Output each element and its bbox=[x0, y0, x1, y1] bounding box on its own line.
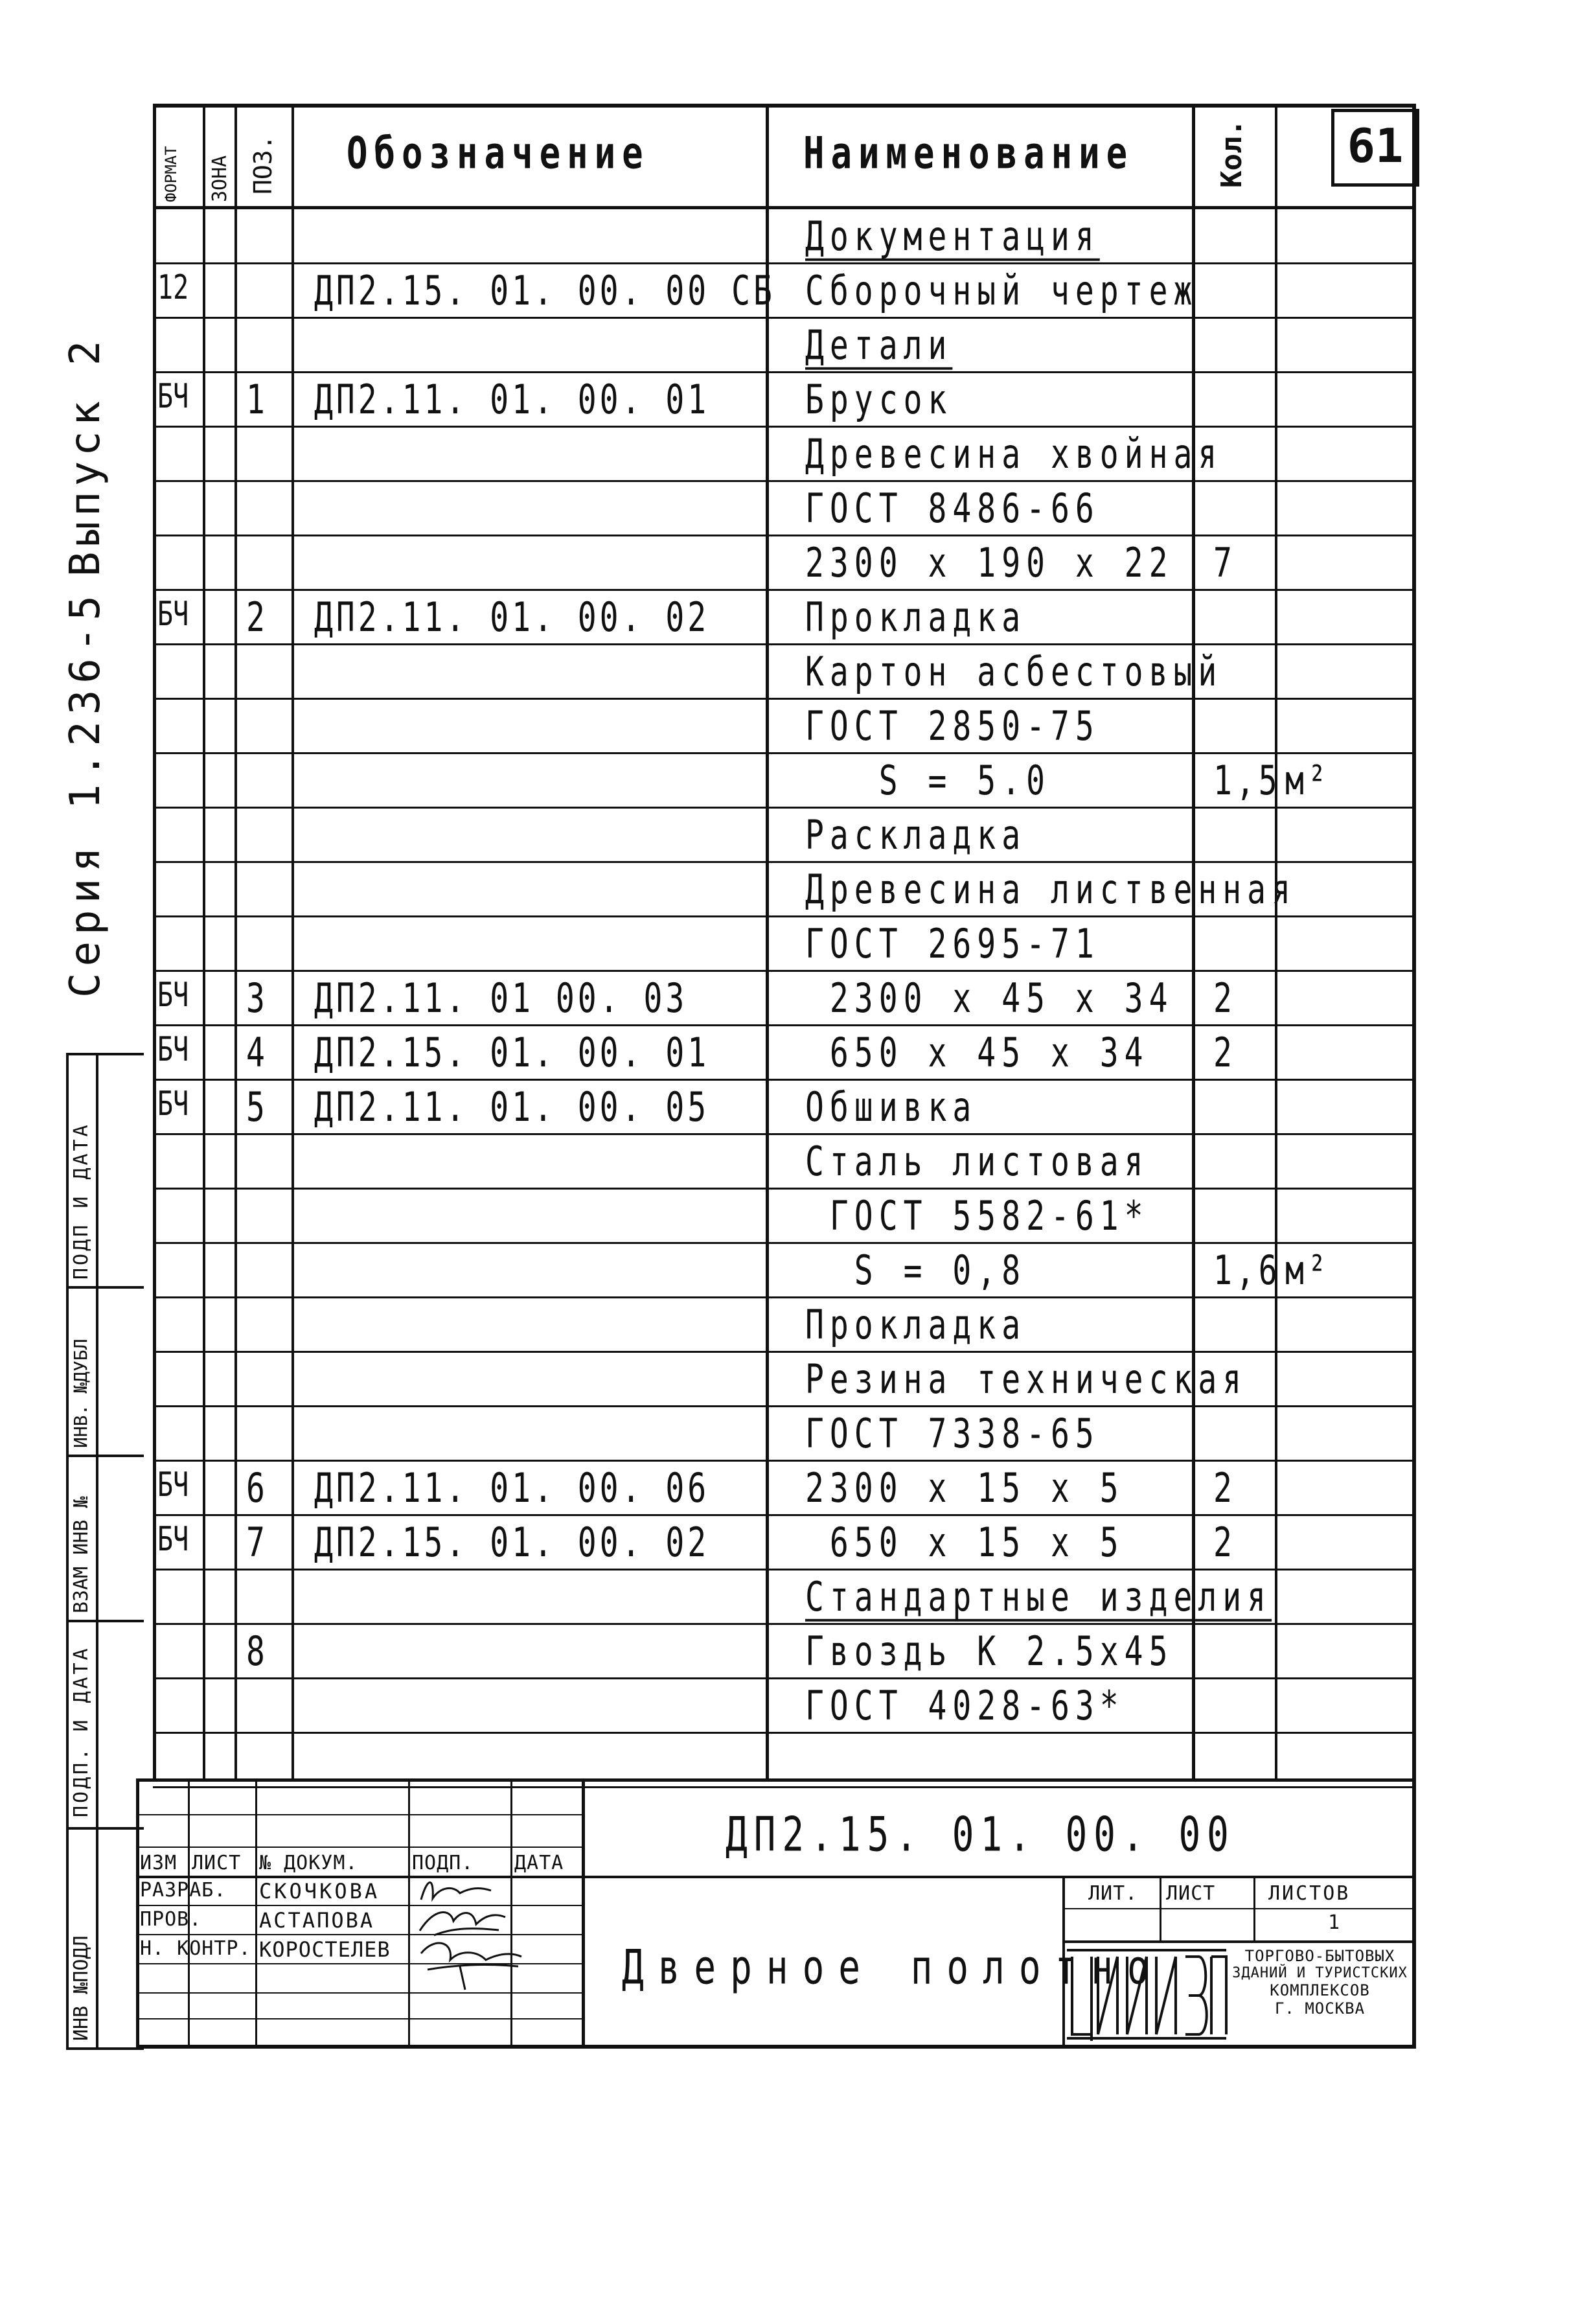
tb-role-developer: РАЗРАБ. bbox=[140, 1879, 227, 1902]
table-row bbox=[0, 1352, 1578, 1407]
cell-designation: ДП2.15. 01. 00. 01 bbox=[314, 1029, 710, 1077]
cell-name: Обшивка bbox=[805, 1083, 978, 1131]
cell-name: Прокладка bbox=[805, 593, 1027, 641]
tb-name-developer: СКОЧКОВА bbox=[259, 1879, 380, 1904]
cell-position: 1 bbox=[246, 376, 269, 424]
cell-note: м² bbox=[1285, 1247, 1331, 1294]
table-row bbox=[0, 1407, 1578, 1461]
cell-name: Раскладка bbox=[805, 811, 1027, 859]
table-row bbox=[0, 1243, 1578, 1298]
table-row bbox=[0, 536, 1578, 590]
tb-col-izm: ИЗМ bbox=[140, 1852, 177, 1874]
cell-name: Документация bbox=[805, 213, 1100, 260]
table-row bbox=[0, 808, 1578, 862]
table-row bbox=[0, 1461, 1578, 1515]
cell-designation: ДП2.15. 01. 00. 00 СБ bbox=[314, 267, 775, 315]
cell-designation: ДП2.11. 01. 00. 02 bbox=[314, 593, 710, 641]
cell-name: Стандартные изделия bbox=[805, 1573, 1272, 1621]
cell-position: 8 bbox=[246, 1628, 269, 1675]
tb-sheets-value: 1 bbox=[1328, 1911, 1341, 1934]
stamp-inv-original: ИНВ №ПОДЛ bbox=[70, 1935, 93, 2041]
cell-name: ГОСТ 4028-63* bbox=[805, 1682, 1125, 1730]
cell-name: 650 x 15 x 5 bbox=[805, 1519, 1125, 1567]
table-row bbox=[0, 754, 1578, 808]
cell-quantity: 2 bbox=[1213, 1464, 1236, 1512]
tb-name-norm-control: КОРОСТЕЛЕВ bbox=[259, 1937, 391, 1962]
cell-name: ГОСТ 2850-75 bbox=[805, 702, 1100, 750]
stamp-inv-duplicate: ИНВ. №ДУБЛ bbox=[70, 1339, 91, 1448]
cell-name: ГОСТ 5582-61* bbox=[805, 1192, 1149, 1240]
col-header-zone: ЗОНА bbox=[209, 155, 231, 202]
cell-name: 2300 x 15 x 5 bbox=[805, 1464, 1125, 1512]
cell-name: ГОСТ 8486-66 bbox=[805, 485, 1100, 533]
cell-name: ГОСТ 2695-71 bbox=[805, 920, 1100, 968]
tb-col-list: ЛИСТ bbox=[192, 1852, 242, 1874]
org-logo bbox=[1066, 1944, 1228, 2041]
cell-format: БЧ bbox=[157, 976, 189, 1015]
table-row bbox=[0, 427, 1578, 481]
tb-col-doc: № ДОКУМ. bbox=[259, 1852, 358, 1874]
cell-name: Прокладка bbox=[805, 1301, 1027, 1349]
series-label: Серия 1.236-5 bbox=[62, 589, 109, 998]
stamp-sign-date-2: ПОДП И ДАТА bbox=[70, 1122, 93, 1280]
sheet-number: 61 bbox=[1331, 109, 1419, 187]
table-row bbox=[0, 1624, 1578, 1679]
stamp-replace-inv: ВЗАМ ИНВ № bbox=[70, 1496, 93, 1613]
cell-name: ГОСТ 7338-65 bbox=[805, 1410, 1100, 1458]
table-row bbox=[0, 971, 1578, 1026]
cell-note: м² bbox=[1285, 757, 1331, 805]
cell-name: Древесина лиственная bbox=[805, 866, 1296, 914]
cell-format: 12 bbox=[157, 268, 189, 307]
table-row bbox=[0, 1134, 1578, 1189]
cell-format: БЧ bbox=[157, 595, 189, 634]
cell-name: 2300 x 190 x 22 bbox=[805, 539, 1174, 587]
cell-name: Сборочный чертеж bbox=[805, 267, 1198, 315]
cell-name: Древесина хвойная bbox=[805, 430, 1223, 478]
col-header-pos: ПОЗ. bbox=[249, 135, 277, 194]
cell-designation: ДП2.11. 01. 00. 01 bbox=[314, 376, 710, 424]
table-row bbox=[0, 862, 1578, 917]
tb-stage-label: ЛИТ. bbox=[1088, 1882, 1138, 1905]
tb-sheet-label: ЛИСТ bbox=[1166, 1882, 1216, 1905]
signature-norm-control bbox=[415, 1934, 525, 1992]
issue-label: Выпуск 2 bbox=[62, 335, 109, 577]
table-row bbox=[0, 373, 1578, 427]
table-row bbox=[0, 1515, 1578, 1570]
cell-quantity: 2 bbox=[1213, 974, 1236, 1022]
cell-designation: ДП2.15. 01. 00. 02 bbox=[314, 1519, 710, 1567]
cell-name: Картон асбестовый bbox=[805, 648, 1223, 696]
tb-role-norm-control: Н. КОНТР. bbox=[140, 1937, 251, 1960]
cell-format: БЧ bbox=[157, 1520, 189, 1559]
tb-col-date: ДАТА bbox=[514, 1852, 564, 1874]
cell-position: 2 bbox=[246, 593, 269, 641]
table-row bbox=[0, 318, 1578, 373]
cell-position: 4 bbox=[246, 1029, 269, 1077]
cell-position: 6 bbox=[246, 1464, 269, 1512]
col-header-format: ФОРМАТ bbox=[162, 146, 180, 202]
tb-col-sign: ПОДП. bbox=[412, 1852, 474, 1874]
cell-name: Гвоздь К 2.5x45 bbox=[805, 1628, 1174, 1675]
cell-format: БЧ bbox=[157, 1466, 189, 1504]
cell-designation: ДП2.11. 01 00. 03 bbox=[314, 974, 688, 1022]
tb-name-checker: АСТАПОВА bbox=[259, 1908, 375, 1933]
tb-sheets-label: ЛИСТОВ bbox=[1268, 1882, 1351, 1905]
table-row bbox=[0, 917, 1578, 971]
tb-role-checker: ПРОВ. bbox=[140, 1908, 202, 1931]
table-row bbox=[0, 590, 1578, 645]
cell-quantity: 1,6 bbox=[1213, 1247, 1281, 1294]
table-row bbox=[0, 699, 1578, 754]
col-header-designation: Обозначение bbox=[347, 128, 650, 179]
cell-name: 650 x 45 x 34 bbox=[805, 1029, 1149, 1077]
table-row bbox=[0, 209, 1578, 264]
table-row bbox=[0, 1298, 1578, 1352]
table-row bbox=[0, 1570, 1578, 1624]
cell-format: БЧ bbox=[157, 1030, 189, 1069]
col-header-name: Наименование bbox=[803, 128, 1134, 179]
cell-position: 7 bbox=[246, 1519, 269, 1567]
table-row bbox=[0, 1189, 1578, 1243]
cell-name: Брусок bbox=[805, 376, 953, 424]
col-header-qty: Кол. bbox=[1215, 119, 1248, 188]
cell-designation: ДП2.11. 01. 00. 06 bbox=[314, 1464, 710, 1512]
cell-name: S = 0,8 bbox=[805, 1247, 1027, 1294]
cell-quantity: 1,5 bbox=[1213, 757, 1281, 805]
table-row bbox=[0, 264, 1578, 318]
stamp-sign-date-1: ПОДП. И ДАТА bbox=[70, 1646, 93, 1817]
table-row bbox=[0, 1026, 1578, 1080]
document-title: Дверное полотно bbox=[622, 1940, 1163, 1996]
table-row bbox=[0, 645, 1578, 699]
cell-quantity: 2 bbox=[1213, 1519, 1236, 1567]
cell-designation: ДП2.11. 01. 00. 05 bbox=[314, 1083, 710, 1131]
cell-format: БЧ bbox=[157, 1085, 189, 1123]
table-row bbox=[0, 481, 1578, 536]
cell-name: Детали bbox=[805, 321, 953, 369]
cell-name: 2300 x 45 x 34 bbox=[805, 974, 1174, 1022]
cell-name: S = 5.0 bbox=[805, 757, 1051, 805]
cell-quantity: 7 bbox=[1213, 539, 1236, 587]
cell-position: 3 bbox=[246, 974, 269, 1022]
cell-name: Резина техническая bbox=[805, 1355, 1248, 1403]
org-text: ТОРГОВО-БЫТОВЫХ ЗДАНИЙ И ТУРИСТСКИХ КОМПЛЕКСОВ Г. МОСКВА bbox=[1232, 1947, 1408, 2018]
cell-position: 5 bbox=[246, 1083, 269, 1131]
cell-quantity: 2 bbox=[1213, 1029, 1236, 1077]
cell-name: Сталь листовая bbox=[805, 1138, 1149, 1186]
cell-format: БЧ bbox=[157, 377, 189, 416]
table-row bbox=[0, 1080, 1578, 1134]
document-code: ДП2.15. 01. 00. 00 bbox=[726, 1808, 1235, 1863]
table-row bbox=[0, 1679, 1578, 1733]
